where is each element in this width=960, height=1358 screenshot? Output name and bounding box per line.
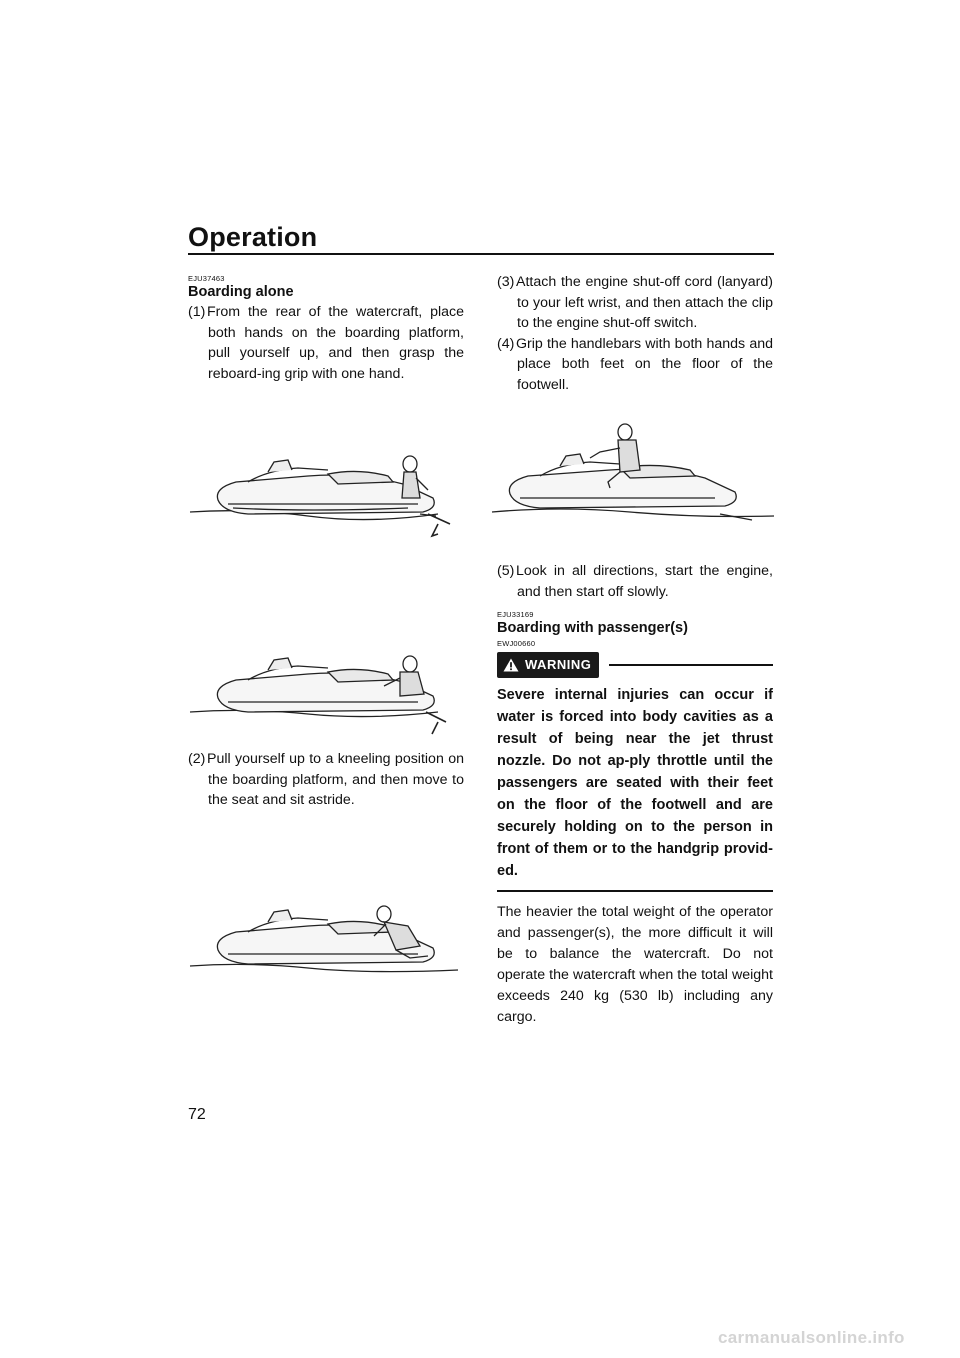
illustration-grasping-reboarding-grip [188,452,464,542]
warning-rule [609,664,773,666]
section-code: EJU37463 [188,274,225,283]
step-1 [188,302,464,384]
right-column [497,272,773,395]
warning-bottom-rule [497,890,773,892]
page-number: 72 [188,1106,206,1123]
illustration-pulling-up-on-platform [188,648,464,738]
step-text: Attach the engine shut-off cord (lanyard) to your left wrist, and then attach the clip to the engine shut-off switch. [516,274,773,331]
step-5 [497,561,773,602]
warning-text: Severe internal injuries can occur if water is forced into body cavities as a result of being near the jet thrust nozzle. Do not ap-ply throttle until the passengers are seated with their feet on the floor of the footwell and are securely holding on to the person in front of them or to the handgrip provid-ed. [497,687,773,879]
illustration-seated-gripping-handlebars [490,418,776,528]
step-text: From the rear of the watercraft, place both hands on the boarding platform, pull yourself up, and then grasp the reboard-ing grip with one hand. [207,304,464,382]
section-heading: Boarding alone [188,284,294,300]
step-number: (2) [188,751,206,767]
step-number: (1) [188,304,206,320]
warning-badge [497,652,599,679]
step-2 [188,749,464,811]
section-code: EJU33169 [497,610,534,619]
illustration-kneeling-on-platform [188,900,464,990]
watermark: carmanualsonline.info [718,1328,905,1347]
step-text: Look in all directions, start the engine, and then start off slowly. [516,563,773,600]
warning-box [497,652,773,892]
warning-label: WARNING [525,656,592,672]
step-number: (3) [497,274,515,290]
step-text: Pull yourself up to a kneeling position on the boarding platform, and then move to the seat and sit astride. [207,751,464,808]
warning-triangle-icon [503,658,519,672]
step-text: Grip the handlebars with both hands and place both feet on the floor of the footwell. [516,335,773,393]
title-rule [188,253,774,255]
step-4 [497,334,773,396]
section-heading: Boarding with passenger(s) [497,620,688,636]
left-column [188,272,464,384]
warning-header [497,652,773,678]
step-number: (4) [497,335,515,352]
right-column-lower [497,561,773,1028]
step-3 [497,272,773,334]
step-number: (5) [497,563,515,579]
page-title: Operation [188,222,318,252]
warning-code: EWJ00660 [497,639,536,648]
left-column-lower [188,749,464,811]
weight-paragraph: The heavier the total weight of the operator and passenger(s), the more difficult it will be to balance the watercraft. Do not operate the watercraft when the total weight exceeds 240 kg (530 lb) including any cargo. [497,904,773,1025]
